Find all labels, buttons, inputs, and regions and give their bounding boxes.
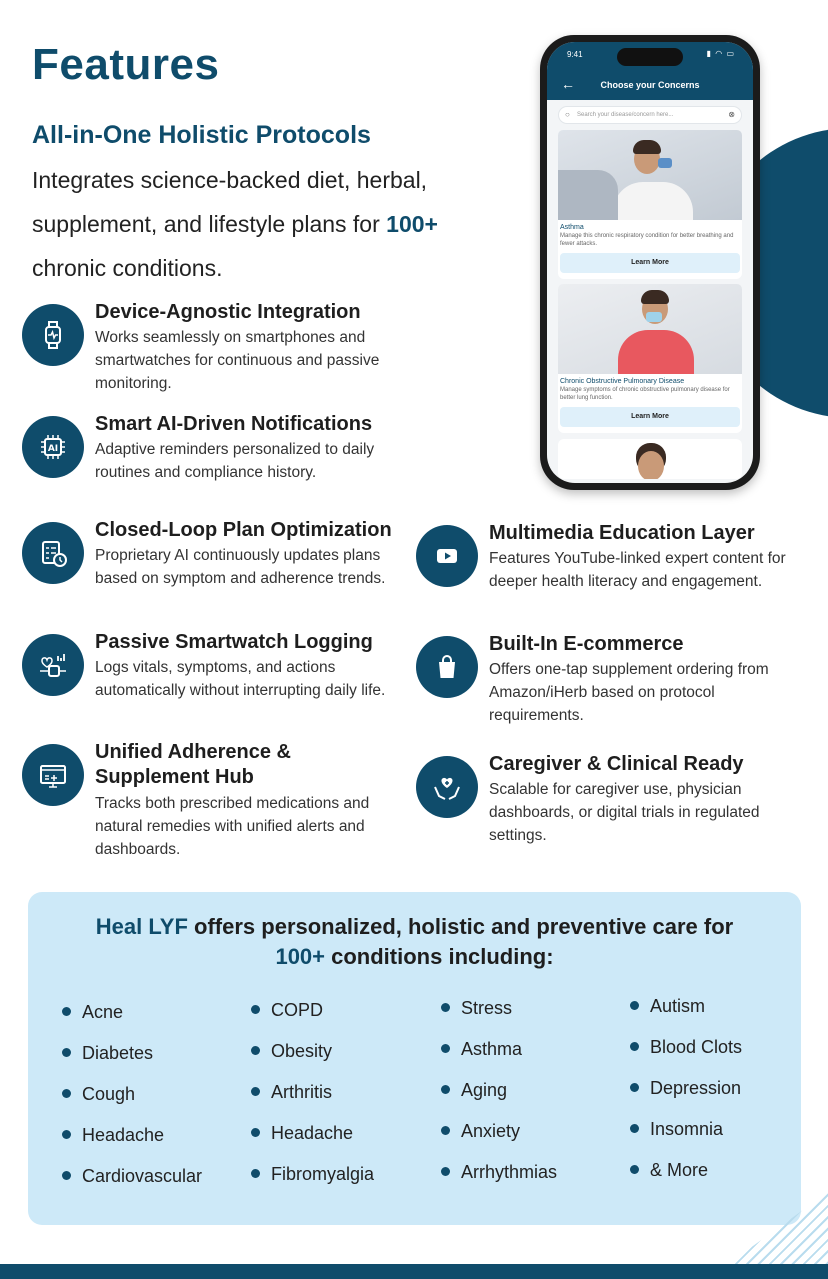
condition-item: Anxiety (441, 1121, 557, 1162)
condition-column (251, 1000, 374, 1205)
feature-title: Passive Smartwatch Logging (95, 631, 373, 653)
app-header (547, 42, 753, 100)
feature-title: Caregiver & Clinical Ready (489, 753, 744, 775)
learn-more-button[interactable]: Learn More (560, 253, 740, 273)
checklist-clock-icon (22, 522, 84, 584)
feature-description: Features YouTube-linked expert content for deeper health literacy and engagement. (489, 550, 786, 590)
asthma-photo (558, 130, 742, 220)
condition-item: Insomnia (630, 1119, 742, 1160)
condition-item: Cardiovascular (62, 1166, 202, 1207)
intro-text-start: Integrates science-backed diet, herbal, supplement, and lifestyle plans for (32, 167, 428, 237)
condition-item: Fibromyalgia (251, 1164, 374, 1205)
card-description: Manage this chronic respiratory condition for better breathing and fewer attacks. (560, 233, 734, 247)
smartwatch-icon (22, 304, 84, 366)
condition-item: Arrhythmias (441, 1162, 557, 1203)
page-title: Features (32, 40, 220, 89)
condition-column (630, 996, 742, 1201)
footer-bar (0, 1264, 828, 1279)
search-input[interactable] (558, 106, 742, 124)
feature-description: Works seamlessly on smartphones and smartwatches for continuous and passive monitoring. (95, 329, 380, 392)
feature-description: Scalable for caregiver use, physician dashboards, or digital trials in regulated settings. (489, 781, 760, 844)
condition-item: Cough (62, 1084, 202, 1125)
feature-description: Logs vitals, symptoms, and actions automatically without interrupting daily life. (95, 659, 386, 699)
intro-text-end: chronic conditions. (32, 255, 223, 281)
condition-item: Stress (441, 998, 557, 1039)
condition-item: Asthma (441, 1039, 557, 1080)
condition-item: Blood Clots (630, 1037, 742, 1078)
search-icon: ○ (565, 110, 570, 119)
feature-title: Device-Agnostic Integration (95, 301, 361, 323)
intro-text (32, 158, 512, 290)
phone-mockup (540, 35, 760, 490)
condition-item: & More (630, 1160, 742, 1201)
watch-vitals-icon (22, 634, 84, 696)
search-placeholder: Search your disease/concern here... (577, 112, 674, 118)
care-hands-icon (416, 756, 478, 818)
panel-heading-text: offers personalized, holistic and preventive care for (187, 914, 734, 939)
intro-highlight: 100+ (386, 211, 438, 237)
condition-item: Arthritis (251, 1082, 374, 1123)
feature-description: Adaptive reminders personalized to daily routines and compliance history. (95, 441, 375, 481)
condition-item: Diabetes (62, 1043, 202, 1084)
panel-heading-end: conditions including: (325, 944, 554, 969)
concern-card-partial[interactable] (558, 439, 742, 479)
condition-item: Autism (630, 996, 742, 1037)
feature-title: Built-In E-commerce (489, 633, 684, 655)
concern-card[interactable] (558, 130, 742, 279)
condition-item: Aging (441, 1080, 557, 1121)
condition-column (441, 998, 557, 1203)
shopping-bag-icon (416, 636, 478, 698)
condition-item: Headache (251, 1123, 374, 1164)
section-subtitle: All-in-One Holistic Protocols (32, 121, 371, 149)
condition-item: Obesity (251, 1041, 374, 1082)
condition-count: 100+ (275, 944, 326, 969)
condition-item: Headache (62, 1125, 202, 1166)
clear-icon[interactable]: ⊗ (728, 110, 735, 119)
phone-screen (547, 42, 753, 483)
condition-item: Acne (62, 1002, 202, 1043)
feature-title: Smart AI-Driven Notifications (95, 413, 373, 435)
condition-item: Depression (630, 1078, 742, 1119)
ai-chip-icon (22, 416, 84, 478)
app-screen-title: Choose your Concerns (600, 80, 700, 90)
conditions-panel (28, 892, 801, 1225)
card-description: Manage symptoms of chronic obstructive pulmonary disease for better lung function. (560, 387, 730, 401)
back-arrow-icon[interactable]: ← (561, 76, 575, 92)
concern-card[interactable] (558, 284, 742, 433)
brand-name: Heal LYF (95, 914, 188, 939)
status-icons: ▮ ◠ ▭ (706, 49, 735, 58)
status-time: 9:41 (567, 50, 583, 59)
feature-description: Proprietary AI continuously updates plans based on symptom and adherence trends. (95, 547, 386, 587)
dynamic-island (617, 48, 683, 66)
learn-more-button[interactable]: Learn More (560, 407, 740, 427)
feature-title: Closed-Loop Plan Optimization (95, 519, 392, 541)
feature-description: Offers one-tap supplement ordering from Amazon/iHerb based on protocol requirements. (489, 661, 769, 724)
card-title: Chronic Obstructive Pulmonary Disease (560, 378, 685, 385)
card-title: Asthma (560, 224, 584, 231)
condition-column (62, 1002, 202, 1207)
dashboard-monitor-icon (22, 744, 84, 806)
copd-photo (558, 284, 742, 374)
svg-text:AI: AI (47, 444, 59, 454)
condition-item: COPD (251, 1000, 374, 1041)
video-play-icon (416, 525, 478, 587)
feature-description: Tracks both prescribed medications and natural remedies with unified alerts and dashboards. (95, 795, 370, 858)
feature-title: Multimedia Education Layer (489, 522, 755, 544)
panel-heading (28, 912, 801, 972)
feature-title: Unified Adherence & Supplement Hub (95, 741, 291, 788)
